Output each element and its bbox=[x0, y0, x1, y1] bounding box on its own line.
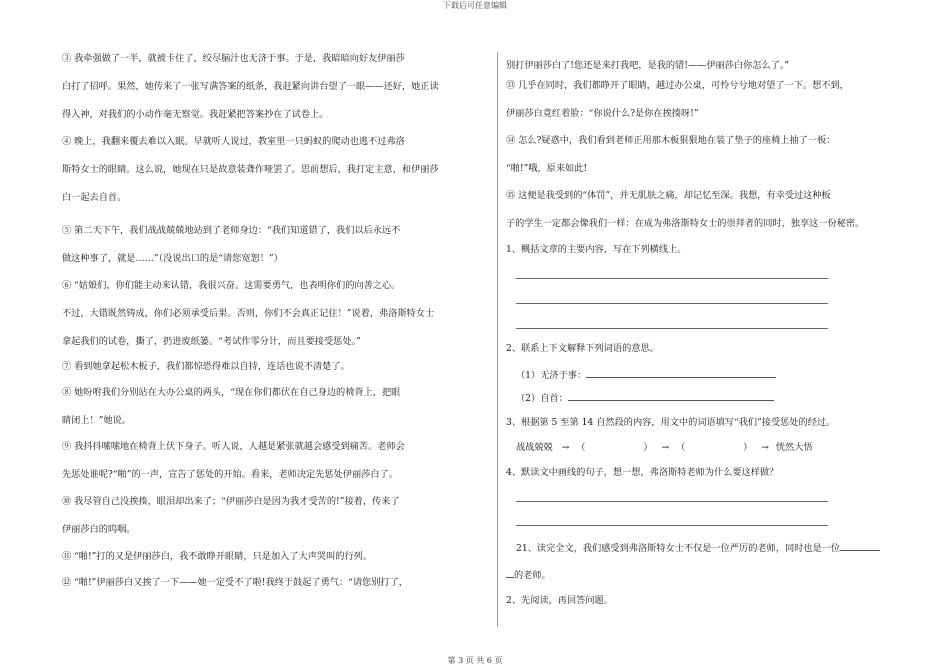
paragraph-9 bbox=[62, 440, 405, 482]
text-line: 白一起去自首。 bbox=[62, 192, 127, 203]
text-line: 得入神，对我们的小动作毫无察觉。我赶紧把答案抄在了试卷上。 bbox=[62, 109, 329, 120]
page-footer: 第 3 页 共 6 页 bbox=[447, 656, 503, 665]
arrow-icon: → bbox=[761, 442, 769, 453]
question-21-end bbox=[506, 569, 551, 583]
paragraph-6 bbox=[62, 279, 434, 349]
answer-blank[interactable] bbox=[568, 400, 774, 401]
paragraph-14 bbox=[506, 134, 835, 176]
text-line: ⑧ 她吩咐我们分别站在大办公桌的两头，“现在你们都伏在自己身边的椅背上，把眼 bbox=[62, 387, 401, 398]
paren-close: ） bbox=[743, 442, 753, 453]
answer-blank[interactable] bbox=[586, 377, 776, 378]
paren-open: （ bbox=[676, 442, 686, 453]
text-line: ⑦ 看到她拿起松木板子，我们都惊恐得难以自持，连话也说不清楚了。 bbox=[62, 361, 350, 372]
text-line: ④ 晚上，我翻来覆去难以入眠。早就听人说过，教室里一只蚂蚁的爬动也逃不过弗洛 bbox=[62, 136, 405, 147]
paragraph-12-cont bbox=[506, 59, 789, 73]
answer-line[interactable] bbox=[516, 278, 828, 279]
question-2-item-1 bbox=[516, 369, 776, 383]
answer-blank[interactable] bbox=[840, 550, 880, 551]
answer-line[interactable] bbox=[516, 525, 828, 526]
paragraph-5 bbox=[62, 224, 400, 266]
text-line: ⑮ 这便是我受到的“体罚”，并无肌肤之痛，却记忆至深。我想，有幸受过这种板 bbox=[506, 190, 831, 201]
item-label: （1）无济于事： bbox=[516, 370, 587, 381]
answer-blank[interactable] bbox=[506, 577, 514, 578]
header-note: 下载后可任意编辑 bbox=[443, 1, 507, 10]
text-line: 伊丽莎白竟红着脸：“你说什么?是你在挨揍呀!” bbox=[506, 108, 699, 119]
text-line: 不过，大错既然铸成，你们必须承受后果。否则，你们不会真正记住！”说着，弗洛斯特女士 bbox=[62, 308, 435, 319]
text-line: 子的学生一定都会像我们一样：在成为弗洛斯特女士的崇拜者的同时，独享这一份秘密。 bbox=[506, 218, 865, 229]
paragraph-13 bbox=[506, 79, 849, 121]
chain-end: 恍然大悟 bbox=[775, 442, 813, 453]
item-label: （2）自首： bbox=[516, 393, 568, 404]
paragraph-10 bbox=[62, 495, 400, 537]
paragraph-7 bbox=[62, 360, 350, 374]
paragraph-8 bbox=[62, 386, 400, 428]
text-line: ⑫ “啪!”伊丽莎白又挨了一下——她一定受不了啦!我终于鼓起了勇气：“请您别打了， bbox=[62, 577, 408, 588]
text-line: ⑥ “姑娘们，你们能主动来认错，我很兴奋。这需要勇气，也表明你们的向善之心。 bbox=[62, 280, 401, 291]
question-text: 的老师。 bbox=[514, 570, 551, 581]
text-line: ⑬ 几乎在同时，我们都睁开了眼睛，越过办公桌，可怜兮兮地对望了一下。想不到， bbox=[506, 80, 849, 91]
question-2: 2、联系上下文解释下列词语的意思。 bbox=[506, 343, 659, 354]
question-1: 1、概括文章的主要内容，写在下列横线上。 bbox=[506, 244, 687, 255]
text-line: 睛闭上！”她说。 bbox=[62, 415, 132, 426]
text-line: “啪!”哦，原来如此! bbox=[506, 163, 588, 174]
text-line: 做这种事了，就是……”（没说出口的是“请您宽恕！”） bbox=[62, 253, 283, 264]
section-2-heading: 2、先阅读，再回答问题。 bbox=[506, 595, 613, 606]
question-text: 21、读完全文，我们感受到弗洛斯特女士不仅是一位严厉的老师，同时也是一位 bbox=[516, 543, 841, 554]
text-line: ⑭ 怎么?疑惑中，我们看到老师正用那木板狠狠地在装了垫子的座椅上抽了一板： bbox=[506, 135, 836, 146]
text-line: ⑤ 第二天下午，我们战战兢兢地站到了老师身边：“我们知道错了，我们以后永远不 bbox=[62, 225, 401, 236]
paragraph-15 bbox=[506, 189, 864, 231]
paragraph-11 bbox=[62, 550, 372, 564]
text-line: ⑨ 我抖抖嗦嗦地在椅背上伏下身子。听人说，人越是紧张就越会感受到痛苦。老师会 bbox=[62, 441, 405, 452]
text-line: 白打了招呼。果然，她传来了一张写满答案的纸条，我赶紧向讲台望了一眼——还好，她正读 bbox=[62, 81, 439, 92]
answer-line[interactable] bbox=[516, 303, 828, 304]
question-2-item-2 bbox=[516, 392, 774, 406]
paragraph-12 bbox=[62, 576, 408, 590]
text-line: 斯特女士的眼睛。这么说，她现在只是故意装聋作哑罢了。思前想后，我打定主意，和伊丽莎 bbox=[62, 164, 439, 175]
text-line: 先惩处谁呢?“啪”的一声，宣告了惩处的开始。看来，老师决定先惩处伊丽莎白了。 bbox=[62, 469, 398, 480]
paren-open: （ bbox=[576, 442, 586, 453]
arrow-icon: → bbox=[561, 442, 570, 453]
column-divider bbox=[497, 52, 498, 627]
paragraph-3 bbox=[62, 52, 439, 122]
arrow-icon: → bbox=[661, 442, 670, 453]
chain-start: 战战兢兢 bbox=[516, 442, 553, 453]
paragraph-4 bbox=[62, 135, 439, 205]
question-4: 4、默读文中画线的句子，想一想，弗洛斯特老师为什么要这样做？ bbox=[506, 467, 779, 478]
text-line: ⑪ “啪!”打的又是伊丽莎白，我不敢睁开眼睛，只是加入了大声哭叫的行列。 bbox=[62, 551, 373, 562]
question-21 bbox=[516, 542, 880, 556]
question-3: 3、根据第 5 至第 14 自然段的内容，用文中的词语填写“我们”接受惩处的经过。 bbox=[506, 417, 836, 428]
text-line: ⑩ 我尽管自己没挨揍，眼泪却出来了；“伊丽莎白是因为我才受苦的!”接着，传来了 bbox=[62, 496, 400, 507]
text-line: ③ 我牵强做了一半，就被卡住了，绞尽脑汁也无济于事。于是，我暗暗向好友伊丽莎 bbox=[62, 53, 405, 64]
paren-close: ） bbox=[643, 442, 653, 453]
answer-line[interactable] bbox=[516, 501, 828, 502]
text-line: 别打伊丽莎白了!您还是来打我吧，是我的错!——伊丽莎白你怎么了。” bbox=[506, 60, 790, 71]
text-line: 拿起我们的试卷，撕了，扔进废纸篓。“考试作零分计，而且要接受惩处。” bbox=[62, 336, 361, 347]
sequence-chain bbox=[516, 441, 813, 455]
text-line: 伊丽莎白的呜咽。 bbox=[62, 524, 136, 535]
answer-line[interactable] bbox=[516, 328, 828, 329]
